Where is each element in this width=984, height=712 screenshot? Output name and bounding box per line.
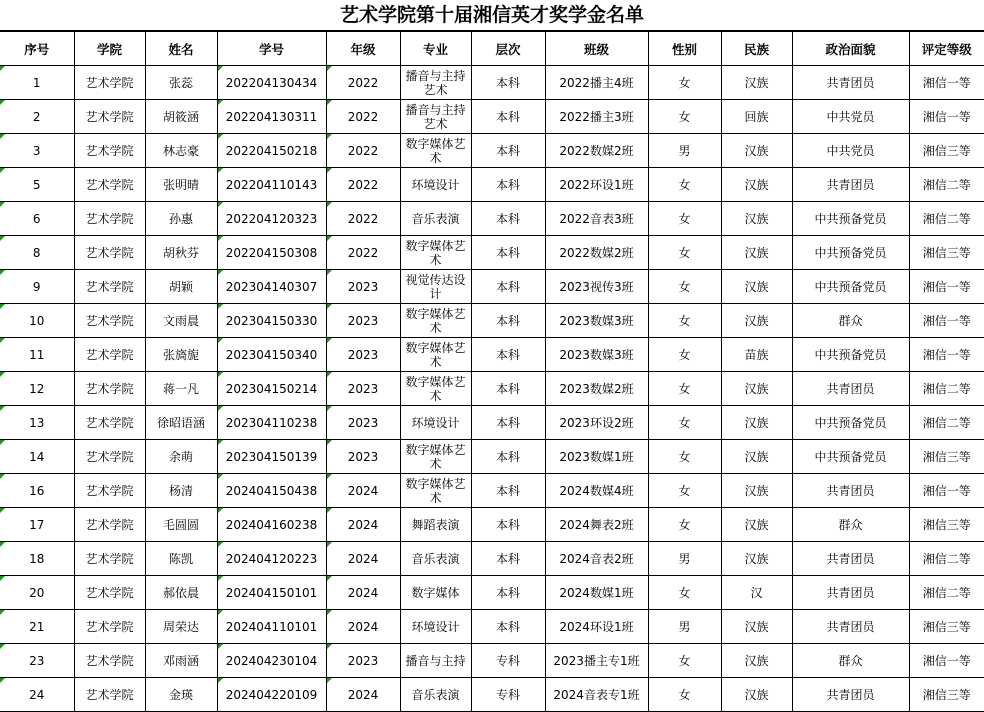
- cell-class[interactable]: 2023数媒2班: [545, 372, 648, 406]
- cell-name[interactable]: 郝依晨: [145, 576, 217, 610]
- cell-class[interactable]: 2023环设2班: [545, 406, 648, 440]
- cell-award-level[interactable]: 湘信三等: [909, 236, 984, 270]
- header-col-political-status: 政治面貌: [792, 32, 909, 66]
- cell-college[interactable]: 艺术学院: [74, 270, 145, 304]
- cell-grade[interactable]: 2024: [326, 474, 400, 508]
- cell-student-id[interactable]: 202404230104: [217, 644, 326, 678]
- cell-level[interactable]: 本科: [471, 576, 545, 610]
- cell-student-id[interactable]: 202404110101: [217, 610, 326, 644]
- table-row: [0, 644, 984, 678]
- cell-college[interactable]: 艺术学院: [74, 610, 145, 644]
- cell-award-level[interactable]: 湘信三等: [909, 508, 984, 542]
- cell-major[interactable]: 数字媒体: [400, 576, 471, 610]
- header-col-major: 专业: [400, 32, 471, 66]
- table-row: [0, 508, 984, 542]
- table-row: [0, 304, 984, 338]
- table-row: [0, 440, 984, 474]
- table-row: [0, 134, 984, 168]
- cell-gender[interactable]: 女: [648, 678, 721, 712]
- table-row: [0, 576, 984, 610]
- cell-name[interactable]: 邓雨涵: [145, 644, 217, 678]
- cell-political-status[interactable]: 中共党员: [792, 134, 909, 168]
- cell-ethnicity[interactable]: 汉族: [721, 304, 792, 338]
- cell-student-id[interactable]: 202304150139: [217, 440, 326, 474]
- cell-index[interactable]: 18: [0, 542, 74, 576]
- cell-grade[interactable]: 2022: [326, 236, 400, 270]
- cell-award-level[interactable]: 湘信二等: [909, 406, 984, 440]
- cell-major[interactable]: 数字媒体艺术: [400, 236, 471, 270]
- cell-student-id[interactable]: 202404160238: [217, 508, 326, 542]
- cell-index[interactable]: 5: [0, 168, 74, 202]
- cell-award-level[interactable]: 湘信二等: [909, 372, 984, 406]
- header-col-award-level: 评定等级: [909, 32, 984, 66]
- cell-ethnicity[interactable]: 汉族: [721, 678, 792, 712]
- cell-name[interactable]: 杨清: [145, 474, 217, 508]
- cell-gender[interactable]: 女: [648, 66, 721, 100]
- cell-gender[interactable]: 女: [648, 236, 721, 270]
- cell-student-id[interactable]: 202204150308: [217, 236, 326, 270]
- cell-name[interactable]: 张明晴: [145, 168, 217, 202]
- cell-political-status[interactable]: 共青团员: [792, 168, 909, 202]
- cell-political-status[interactable]: 中共党员: [792, 100, 909, 134]
- cell-level[interactable]: 本科: [471, 406, 545, 440]
- cell-college[interactable]: 艺术学院: [74, 576, 145, 610]
- cell-major[interactable]: 音乐表演: [400, 542, 471, 576]
- cell-award-level[interactable]: 湘信一等: [909, 66, 984, 100]
- cell-political-status[interactable]: 共青团员: [792, 610, 909, 644]
- cell-major[interactable]: 数字媒体艺术: [400, 134, 471, 168]
- cell-student-id[interactable]: 202304110238: [217, 406, 326, 440]
- cell-major[interactable]: 环境设计: [400, 610, 471, 644]
- cell-index[interactable]: 23: [0, 644, 74, 678]
- cell-major[interactable]: 数字媒体艺术: [400, 474, 471, 508]
- cell-ethnicity[interactable]: 汉: [721, 576, 792, 610]
- cell-ethnicity[interactable]: 汉族: [721, 372, 792, 406]
- page-title: 艺术学院第十届湘信英才奖学金名单: [0, 0, 984, 31]
- cell-major[interactable]: 数字媒体艺术: [400, 372, 471, 406]
- cell-college[interactable]: 艺术学院: [74, 440, 145, 474]
- cell-level[interactable]: 本科: [471, 474, 545, 508]
- cell-grade[interactable]: 2022: [326, 202, 400, 236]
- cell-college[interactable]: 艺术学院: [74, 134, 145, 168]
- cell-class[interactable]: 2022音表3班: [545, 202, 648, 236]
- cell-name[interactable]: 胡筱涵: [145, 100, 217, 134]
- cell-level[interactable]: 本科: [471, 202, 545, 236]
- cell-level[interactable]: 本科: [471, 440, 545, 474]
- cell-grade[interactable]: 2024: [326, 542, 400, 576]
- table-row: [0, 610, 984, 644]
- cell-political-status[interactable]: 共青团员: [792, 678, 909, 712]
- cell-student-id[interactable]: 202204130311: [217, 100, 326, 134]
- cell-college[interactable]: 艺术学院: [74, 202, 145, 236]
- cell-major[interactable]: 音乐表演: [400, 678, 471, 712]
- cell-index[interactable]: 16: [0, 474, 74, 508]
- cell-major[interactable]: 数字媒体艺术: [400, 440, 471, 474]
- cell-political-status[interactable]: 中共预备党员: [792, 236, 909, 270]
- cell-college[interactable]: 艺术学院: [74, 338, 145, 372]
- cell-class[interactable]: 2023数媒3班: [545, 338, 648, 372]
- cell-name[interactable]: 金瑛: [145, 678, 217, 712]
- cell-index[interactable]: 8: [0, 236, 74, 270]
- cell-name[interactable]: 胡颖: [145, 270, 217, 304]
- cell-major[interactable]: 舞蹈表演: [400, 508, 471, 542]
- cell-gender[interactable]: 女: [648, 100, 721, 134]
- cell-political-status[interactable]: 中共预备党员: [792, 202, 909, 236]
- cell-name[interactable]: 蒋一凡: [145, 372, 217, 406]
- cell-index[interactable]: 24: [0, 678, 74, 712]
- cell-level[interactable]: 本科: [471, 270, 545, 304]
- cell-class[interactable]: 2022环设1班: [545, 168, 648, 202]
- cell-student-id[interactable]: 202204150218: [217, 134, 326, 168]
- cell-political-status[interactable]: 群众: [792, 644, 909, 678]
- cell-political-status[interactable]: 中共预备党员: [792, 270, 909, 304]
- cell-grade[interactable]: 2023: [326, 406, 400, 440]
- cell-index[interactable]: 14: [0, 440, 74, 474]
- cell-level[interactable]: 本科: [471, 168, 545, 202]
- cell-grade[interactable]: 2024: [326, 576, 400, 610]
- cell-grade[interactable]: 2022: [326, 134, 400, 168]
- cell-award-level[interactable]: 湘信三等: [909, 610, 984, 644]
- cell-gender[interactable]: 女: [648, 168, 721, 202]
- cell-political-status[interactable]: 共青团员: [792, 576, 909, 610]
- cell-student-id[interactable]: 202404150438: [217, 474, 326, 508]
- cell-political-status[interactable]: 群众: [792, 508, 909, 542]
- table-row: [0, 100, 984, 134]
- cell-college[interactable]: 艺术学院: [74, 644, 145, 678]
- cell-index[interactable]: 13: [0, 406, 74, 440]
- cell-college[interactable]: 艺术学院: [74, 304, 145, 338]
- cell-level[interactable]: 本科: [471, 338, 545, 372]
- cell-college[interactable]: 艺术学院: [74, 236, 145, 270]
- cell-political-status[interactable]: 群众: [792, 304, 909, 338]
- cell-college[interactable]: 艺术学院: [74, 100, 145, 134]
- cell-index[interactable]: 17: [0, 508, 74, 542]
- table-body: [0, 66, 984, 712]
- cell-political-status[interactable]: 中共预备党员: [792, 406, 909, 440]
- cell-student-id[interactable]: 202304150340: [217, 338, 326, 372]
- cell-ethnicity[interactable]: 汉族: [721, 202, 792, 236]
- cell-gender[interactable]: 女: [648, 406, 721, 440]
- cell-student-id[interactable]: 202204130434: [217, 66, 326, 100]
- cell-level[interactable]: 本科: [471, 304, 545, 338]
- cell-level[interactable]: 本科: [471, 236, 545, 270]
- cell-student-id[interactable]: 202304140307: [217, 270, 326, 304]
- cell-grade[interactable]: 2022: [326, 66, 400, 100]
- cell-level[interactable]: 本科: [471, 100, 545, 134]
- cell-grade[interactable]: 2023: [326, 372, 400, 406]
- cell-index[interactable]: 3: [0, 134, 74, 168]
- cell-ethnicity[interactable]: 回族: [721, 100, 792, 134]
- cell-major[interactable]: 播音与主持艺术: [400, 100, 471, 134]
- scholarship-table: [0, 31, 984, 712]
- cell-ethnicity[interactable]: 汉族: [721, 542, 792, 576]
- cell-level[interactable]: 本科: [471, 372, 545, 406]
- cell-college[interactable]: 艺术学院: [74, 406, 145, 440]
- cell-award-level[interactable]: 湘信一等: [909, 474, 984, 508]
- cell-college[interactable]: 艺术学院: [74, 508, 145, 542]
- cell-political-status[interactable]: 中共预备党员: [792, 440, 909, 474]
- cell-grade[interactable]: 2023: [326, 304, 400, 338]
- cell-level[interactable]: 本科: [471, 610, 545, 644]
- cell-major[interactable]: 视觉传达设计: [400, 270, 471, 304]
- table-row: [0, 406, 984, 440]
- cell-student-id[interactable]: 202304150330: [217, 304, 326, 338]
- cell-class[interactable]: 2024舞表2班: [545, 508, 648, 542]
- cell-major[interactable]: 播音与主持: [400, 644, 471, 678]
- cell-grade[interactable]: 2022: [326, 168, 400, 202]
- cell-class[interactable]: 2024数媒4班: [545, 474, 648, 508]
- cell-class[interactable]: 2024音表2班: [545, 542, 648, 576]
- cell-name[interactable]: 陈凯: [145, 542, 217, 576]
- cell-political-status[interactable]: 共青团员: [792, 542, 909, 576]
- cell-name[interactable]: 胡秋芬: [145, 236, 217, 270]
- cell-student-id[interactable]: 202304150214: [217, 372, 326, 406]
- cell-grade[interactable]: 2022: [326, 100, 400, 134]
- cell-class[interactable]: 2023数媒3班: [545, 304, 648, 338]
- cell-award-level[interactable]: 湘信三等: [909, 440, 984, 474]
- cell-award-level[interactable]: 湘信二等: [909, 576, 984, 610]
- cell-college[interactable]: 艺术学院: [74, 66, 145, 100]
- cell-gender[interactable]: 女: [648, 474, 721, 508]
- cell-award-level[interactable]: 湘信二等: [909, 168, 984, 202]
- header-row: [0, 32, 984, 66]
- cell-gender[interactable]: 男: [648, 610, 721, 644]
- cell-name[interactable]: 张旖旎: [145, 338, 217, 372]
- cell-grade[interactable]: 2023: [326, 440, 400, 474]
- cell-gender[interactable]: 女: [648, 202, 721, 236]
- cell-ethnicity[interactable]: 汉族: [721, 474, 792, 508]
- table-row: [0, 678, 984, 712]
- cell-index[interactable]: 6: [0, 202, 74, 236]
- cell-award-level[interactable]: 湘信三等: [909, 134, 984, 168]
- cell-level[interactable]: 本科: [471, 542, 545, 576]
- cell-class[interactable]: 2022数媒2班: [545, 236, 648, 270]
- cell-index[interactable]: 2: [0, 100, 74, 134]
- cell-ethnicity[interactable]: 汉族: [721, 168, 792, 202]
- cell-award-level[interactable]: 湘信二等: [909, 202, 984, 236]
- cell-gender[interactable]: 女: [648, 270, 721, 304]
- cell-college[interactable]: 艺术学院: [74, 542, 145, 576]
- header-col-grade: 年级: [326, 32, 400, 66]
- cell-college[interactable]: 艺术学院: [74, 372, 145, 406]
- cell-student-id[interactable]: 202404220109: [217, 678, 326, 712]
- cell-major[interactable]: 环境设计: [400, 168, 471, 202]
- cell-ethnicity[interactable]: 汉族: [721, 610, 792, 644]
- table-row: [0, 372, 984, 406]
- cell-political-status[interactable]: 中共预备党员: [792, 338, 909, 372]
- cell-gender[interactable]: 女: [648, 508, 721, 542]
- cell-class[interactable]: 2024环设1班: [545, 610, 648, 644]
- header-col-college: 学院: [74, 32, 145, 66]
- cell-award-level[interactable]: 湘信一等: [909, 100, 984, 134]
- cell-gender[interactable]: 女: [648, 338, 721, 372]
- cell-gender[interactable]: 女: [648, 644, 721, 678]
- cell-level[interactable]: 专科: [471, 678, 545, 712]
- cell-award-level[interactable]: 湘信一等: [909, 270, 984, 304]
- cell-ethnicity[interactable]: 汉族: [721, 440, 792, 474]
- cell-major[interactable]: 音乐表演: [400, 202, 471, 236]
- table-row: [0, 236, 984, 270]
- cell-gender[interactable]: 女: [648, 440, 721, 474]
- table-row: [0, 66, 984, 100]
- cell-grade[interactable]: 2024: [326, 678, 400, 712]
- header-col-name: 姓名: [145, 32, 217, 66]
- cell-college[interactable]: 艺术学院: [74, 678, 145, 712]
- cell-level[interactable]: 专科: [471, 644, 545, 678]
- cell-ethnicity[interactable]: 汉族: [721, 644, 792, 678]
- cell-gender[interactable]: 女: [648, 576, 721, 610]
- cell-grade[interactable]: 2024: [326, 610, 400, 644]
- cell-name[interactable]: 孙惠: [145, 202, 217, 236]
- table-row: [0, 542, 984, 576]
- cell-major[interactable]: 数字媒体艺术: [400, 304, 471, 338]
- cell-name[interactable]: 徐昭语涵: [145, 406, 217, 440]
- cell-ethnicity[interactable]: 苗族: [721, 338, 792, 372]
- header-col-index: 序号: [0, 32, 74, 66]
- table-row: [0, 168, 984, 202]
- header-col-ethnicity: 民族: [721, 32, 792, 66]
- table-row: [0, 270, 984, 304]
- cell-index[interactable]: 11: [0, 338, 74, 372]
- cell-gender[interactable]: 男: [648, 134, 721, 168]
- cell-name[interactable]: 毛圆圆: [145, 508, 217, 542]
- cell-name[interactable]: 林志豪: [145, 134, 217, 168]
- cell-award-level[interactable]: 湘信一等: [909, 338, 984, 372]
- cell-class[interactable]: 2024数媒1班: [545, 576, 648, 610]
- table-row: [0, 202, 984, 236]
- cell-student-id[interactable]: 202404120223: [217, 542, 326, 576]
- cell-name[interactable]: 张蕊: [145, 66, 217, 100]
- cell-student-id[interactable]: 202204110143: [217, 168, 326, 202]
- cell-award-level[interactable]: 湘信三等: [909, 678, 984, 712]
- cell-grade[interactable]: 2023: [326, 338, 400, 372]
- cell-ethnicity[interactable]: 汉族: [721, 406, 792, 440]
- cell-ethnicity[interactable]: 汉族: [721, 134, 792, 168]
- cell-award-level[interactable]: 湘信二等: [909, 542, 984, 576]
- cell-index[interactable]: 1: [0, 66, 74, 100]
- cell-class[interactable]: 2023视传3班: [545, 270, 648, 304]
- cell-index[interactable]: 20: [0, 576, 74, 610]
- cell-gender[interactable]: 男: [648, 542, 721, 576]
- cell-major[interactable]: 环境设计: [400, 406, 471, 440]
- cell-name[interactable]: 文雨晨: [145, 304, 217, 338]
- cell-gender[interactable]: 女: [648, 372, 721, 406]
- cell-class[interactable]: 2023播主专1班: [545, 644, 648, 678]
- cell-college[interactable]: 艺术学院: [74, 474, 145, 508]
- cell-grade[interactable]: 2024: [326, 508, 400, 542]
- cell-student-id[interactable]: 202204120323: [217, 202, 326, 236]
- cell-ethnicity[interactable]: 汉族: [721, 236, 792, 270]
- cell-grade[interactable]: 2023: [326, 270, 400, 304]
- cell-political-status[interactable]: 共青团员: [792, 372, 909, 406]
- cell-name[interactable]: 余萌: [145, 440, 217, 474]
- cell-index[interactable]: 21: [0, 610, 74, 644]
- cell-college[interactable]: 艺术学院: [74, 168, 145, 202]
- cell-political-status[interactable]: 共青团员: [792, 474, 909, 508]
- cell-ethnicity[interactable]: 汉族: [721, 270, 792, 304]
- cell-index[interactable]: 9: [0, 270, 74, 304]
- header-col-level: 层次: [471, 32, 545, 66]
- cell-grade[interactable]: 2023: [326, 644, 400, 678]
- header-col-class: 班级: [545, 32, 648, 66]
- cell-index[interactable]: 10: [0, 304, 74, 338]
- cell-ethnicity[interactable]: 汉族: [721, 508, 792, 542]
- cell-level[interactable]: 本科: [471, 508, 545, 542]
- cell-award-level[interactable]: 湘信一等: [909, 644, 984, 678]
- cell-major[interactable]: 播音与主持艺术: [400, 66, 471, 100]
- table-row: [0, 474, 984, 508]
- header-col-gender: 性别: [648, 32, 721, 66]
- cell-class[interactable]: 2022数媒2班: [545, 134, 648, 168]
- cell-ethnicity[interactable]: 汉族: [721, 66, 792, 100]
- cell-level[interactable]: 本科: [471, 134, 545, 168]
- cell-name[interactable]: 周荣达: [145, 610, 217, 644]
- cell-index[interactable]: 12: [0, 372, 74, 406]
- header-col-student-id: 学号: [217, 32, 326, 66]
- cell-major[interactable]: 数字媒体艺术: [400, 338, 471, 372]
- cell-class[interactable]: 2024音表专1班: [545, 678, 648, 712]
- table-row: [0, 338, 984, 372]
- cell-class[interactable]: 2022播主3班: [545, 100, 648, 134]
- cell-class[interactable]: 2023数媒1班: [545, 440, 648, 474]
- cell-level[interactable]: 本科: [471, 66, 545, 100]
- cell-gender[interactable]: 女: [648, 304, 721, 338]
- cell-student-id[interactable]: 202404150101: [217, 576, 326, 610]
- cell-class[interactable]: 2022播主4班: [545, 66, 648, 100]
- cell-award-level[interactable]: 湘信一等: [909, 304, 984, 338]
- cell-political-status[interactable]: 共青团员: [792, 66, 909, 100]
